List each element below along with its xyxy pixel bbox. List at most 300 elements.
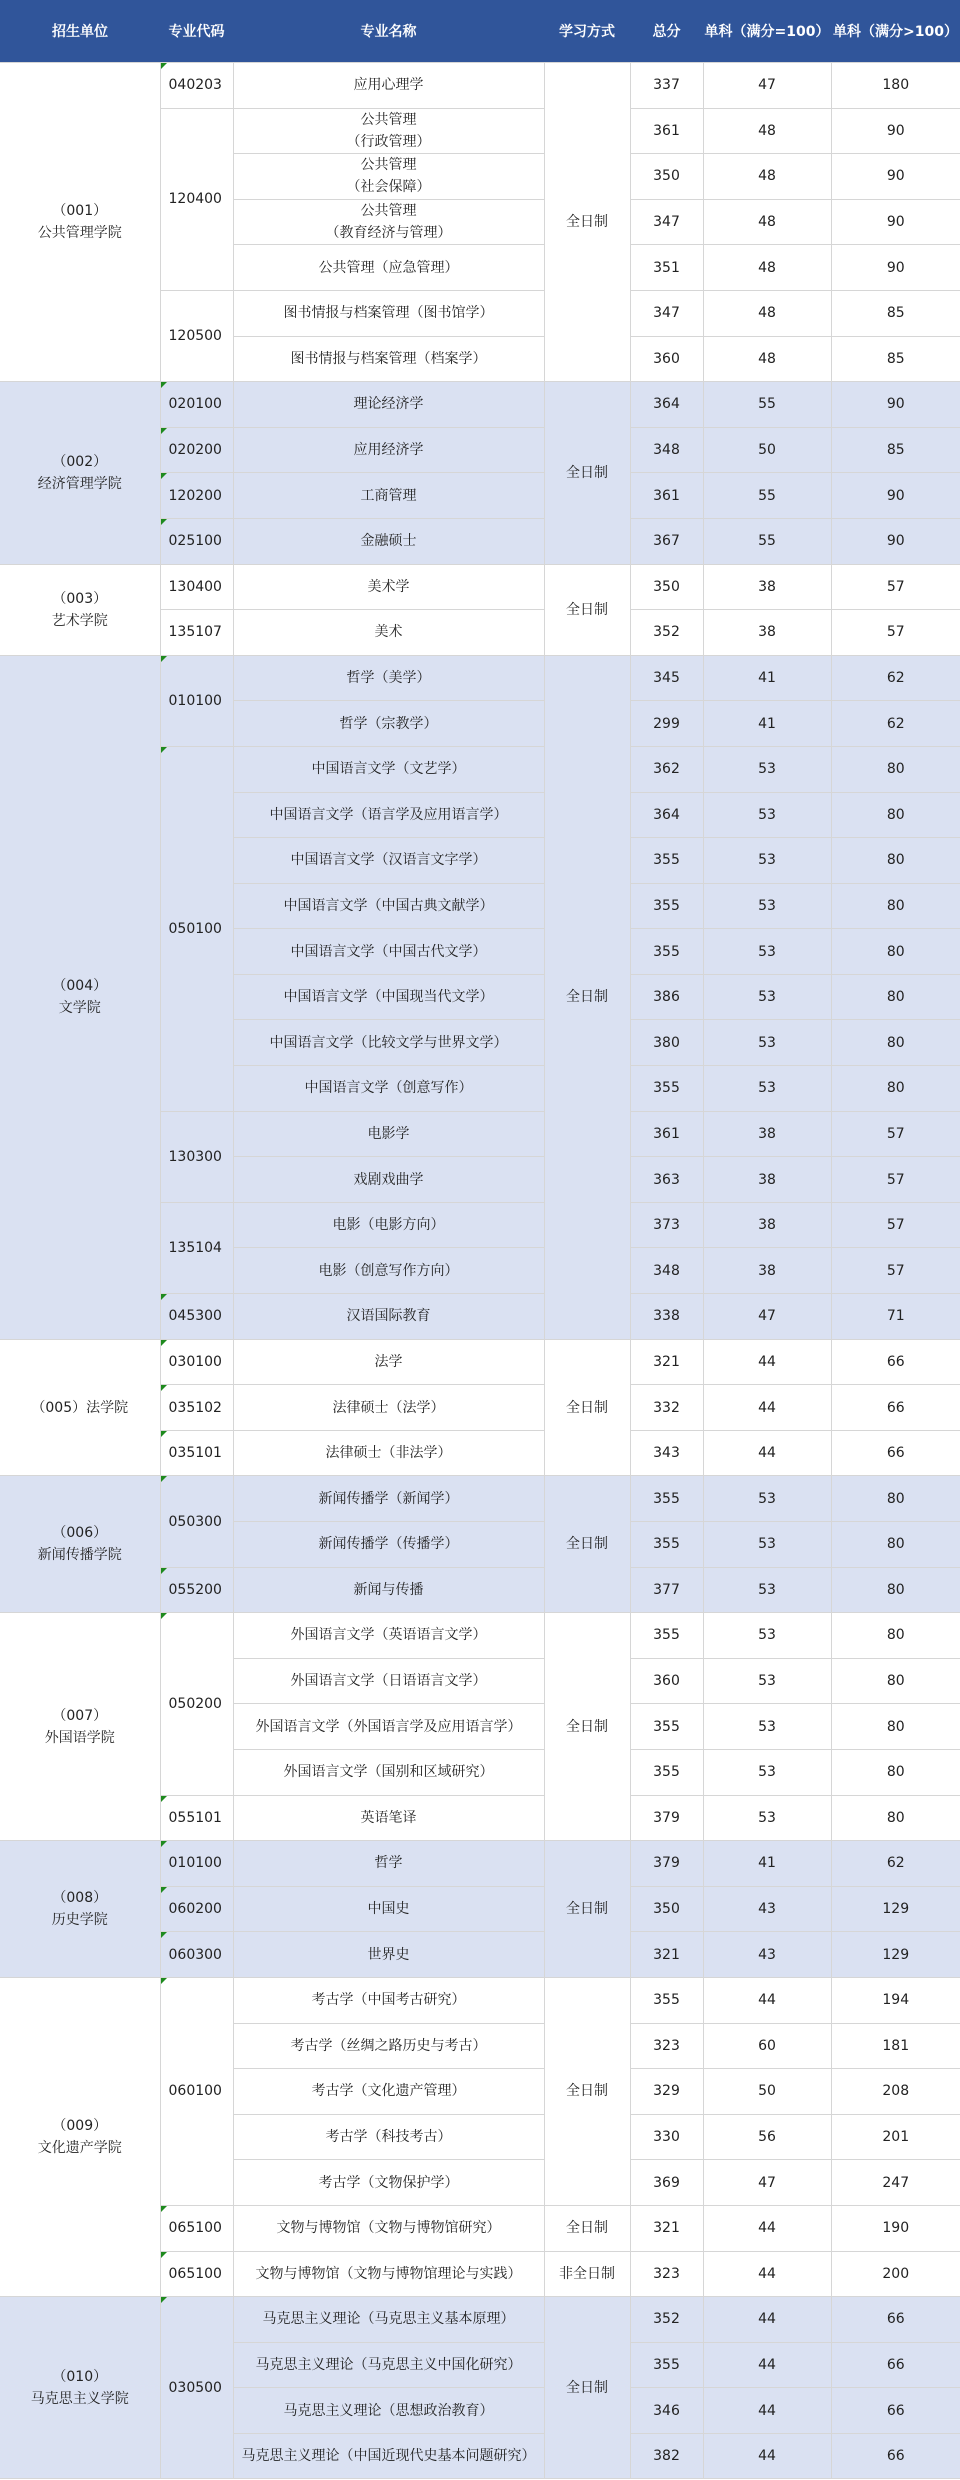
major-name: 马克思主义理论（中国近现代史基本问题研究） xyxy=(233,2433,544,2479)
code-text: 120200 xyxy=(168,487,222,504)
total-score: 379 xyxy=(630,1795,703,1841)
table-row xyxy=(0,1841,960,1887)
comment-marker-icon xyxy=(161,1841,167,1847)
code-cell xyxy=(160,1476,233,1567)
major-name-sub: （社会保障） xyxy=(346,179,431,196)
code-text: 130400 xyxy=(168,578,222,595)
total-score: 299 xyxy=(630,701,703,747)
single-100-score: 53 xyxy=(703,1567,831,1613)
total-score: 350 xyxy=(630,564,703,610)
code-cell xyxy=(160,1567,233,1613)
code-cell xyxy=(160,1841,233,1887)
code-cell xyxy=(160,1795,233,1841)
total-score: 355 xyxy=(630,1476,703,1522)
total-score: 355 xyxy=(630,838,703,884)
major-name-line: 公共管理 xyxy=(360,157,417,174)
total-score: 373 xyxy=(630,1202,703,1248)
single-over-100-score: 80 xyxy=(831,746,960,792)
single-over-100-score: 80 xyxy=(831,1704,960,1750)
table-row xyxy=(0,382,960,428)
total-score: 347 xyxy=(630,199,703,245)
major-name: 美术 xyxy=(233,610,544,656)
study-mode: 全日制 xyxy=(544,1841,630,1978)
unit-cell xyxy=(0,2297,160,2479)
single-over-100-score: 80 xyxy=(831,792,960,838)
single-100-score: 55 xyxy=(703,473,831,519)
single-over-100-score: 90 xyxy=(831,245,960,291)
single-100-score: 44 xyxy=(703,2388,831,2434)
single-100-score: 53 xyxy=(703,838,831,884)
single-100-score: 55 xyxy=(703,518,831,564)
single-over-100-score: 180 xyxy=(831,63,960,109)
comment-marker-icon xyxy=(161,1796,167,1802)
single-100-score: 43 xyxy=(703,1932,831,1978)
unit-number: （008） xyxy=(52,1890,108,1907)
total-score: 350 xyxy=(630,154,703,200)
single-over-100-score: 200 xyxy=(831,2251,960,2297)
table-row xyxy=(0,564,960,610)
table-header-row xyxy=(0,0,960,63)
code-text: 040203 xyxy=(168,77,222,94)
unit-cell xyxy=(0,1977,160,2296)
total-score: 355 xyxy=(630,883,703,929)
single-100-score: 53 xyxy=(703,1749,831,1795)
single-over-100-score: 66 xyxy=(831,2342,960,2388)
total-score: 351 xyxy=(630,245,703,291)
comment-marker-icon xyxy=(161,2206,167,2212)
major-name: 外国语言文学（日语语言文学） xyxy=(233,1658,544,1704)
single-100-score: 47 xyxy=(703,2160,831,2206)
single-100-score: 48 xyxy=(703,199,831,245)
total-score: 323 xyxy=(630,2251,703,2297)
single-100-score: 43 xyxy=(703,1886,831,1932)
total-score: 361 xyxy=(630,1111,703,1157)
total-score: 352 xyxy=(630,2297,703,2343)
study-mode: 全日制 xyxy=(544,2205,630,2251)
total-score: 364 xyxy=(630,792,703,838)
unit-name: 历史学院 xyxy=(51,1912,108,1929)
comment-marker-icon xyxy=(161,2252,167,2258)
single-100-score: 55 xyxy=(703,382,831,428)
single-over-100-score: 71 xyxy=(831,1294,960,1340)
single-100-score: 38 xyxy=(703,1248,831,1294)
study-mode: 全日制 xyxy=(544,2297,630,2479)
comment-marker-icon xyxy=(161,428,167,434)
single-100-score: 53 xyxy=(703,1795,831,1841)
table-row xyxy=(0,1977,960,2023)
major-name: 考古学（中国考古研究） xyxy=(233,1977,544,2023)
single-100-score: 53 xyxy=(703,883,831,929)
single-over-100-score: 62 xyxy=(831,1841,960,1887)
single-100-score: 53 xyxy=(703,1658,831,1704)
single-over-100-score: 66 xyxy=(831,2433,960,2479)
total-score: 355 xyxy=(630,1613,703,1659)
single-100-score: 48 xyxy=(703,108,831,154)
unit-name: 文学院 xyxy=(58,1000,101,1017)
major-name: 新闻与传播 xyxy=(233,1567,544,1613)
total-score: 348 xyxy=(630,427,703,473)
single-100-score: 48 xyxy=(703,154,831,200)
unit-cell xyxy=(0,1613,160,1841)
unit-number: （007） xyxy=(52,1707,108,1724)
total-score: 364 xyxy=(630,382,703,428)
major-name: 文物与博物馆（文物与博物馆理论与实践） xyxy=(233,2251,544,2297)
major-name: 中国语言文学（比较文学与世界文学） xyxy=(233,1020,544,1066)
total-score: 321 xyxy=(630,2205,703,2251)
comment-marker-icon xyxy=(161,747,167,753)
unit-cell xyxy=(0,382,160,564)
study-mode: 全日制 xyxy=(544,564,630,655)
single-100-score: 44 xyxy=(703,2297,831,2343)
major-name: 马克思主义理论（马克思主义基本原理） xyxy=(233,2297,544,2343)
header-mode: 学习方式 xyxy=(544,0,630,63)
code-text: 065100 xyxy=(168,2265,222,2282)
unit-name: 艺术学院 xyxy=(51,612,108,629)
total-score: 321 xyxy=(630,1339,703,1385)
single-over-100-score: 90 xyxy=(831,199,960,245)
major-name-line: 公共管理 xyxy=(360,111,417,128)
major-name: 外国语言文学（英语语言文学） xyxy=(233,1613,544,1659)
major-name: 法律硕士（法学） xyxy=(233,1385,544,1431)
single-100-score: 44 xyxy=(703,1339,831,1385)
single-100-score: 41 xyxy=(703,701,831,747)
single-over-100-score: 80 xyxy=(831,1795,960,1841)
table-row xyxy=(0,1339,960,1385)
code-cell xyxy=(160,1430,233,1476)
total-score: 338 xyxy=(630,1294,703,1340)
total-score: 343 xyxy=(630,1430,703,1476)
single-over-100-score: 80 xyxy=(831,883,960,929)
major-name-sub: （教育经济与管理） xyxy=(325,225,452,242)
total-score: 360 xyxy=(630,336,703,382)
single-over-100-score: 62 xyxy=(831,655,960,701)
comment-marker-icon xyxy=(161,519,167,525)
table-row xyxy=(0,1613,960,1659)
code-text: 120500 xyxy=(168,328,222,345)
major-name-sub: （行政管理） xyxy=(346,133,431,150)
single-over-100-score: 57 xyxy=(831,1157,960,1203)
single-over-100-score: 66 xyxy=(831,1385,960,1431)
major-name xyxy=(233,154,544,200)
total-score: 355 xyxy=(630,1066,703,1112)
total-score: 355 xyxy=(630,1522,703,1568)
single-100-score: 53 xyxy=(703,746,831,792)
header-single-100: 单科（满分=100） xyxy=(703,0,831,63)
single-over-100-score: 80 xyxy=(831,1658,960,1704)
total-score: 350 xyxy=(630,1886,703,1932)
single-100-score: 48 xyxy=(703,336,831,382)
code-text: 035102 xyxy=(168,1399,222,1416)
total-score: 321 xyxy=(630,1932,703,1978)
total-score: 355 xyxy=(630,1704,703,1750)
comment-marker-icon xyxy=(161,382,167,388)
code-cell xyxy=(160,1339,233,1385)
total-score: 355 xyxy=(630,2342,703,2388)
major-name: 哲学 xyxy=(233,1841,544,1887)
major-name: 理论经济学 xyxy=(233,382,544,428)
single-over-100-score: 181 xyxy=(831,2023,960,2069)
code-text: 065100 xyxy=(168,2220,222,2237)
unit-number: （003） xyxy=(52,590,108,607)
comment-marker-icon xyxy=(161,1294,167,1300)
single-over-100-score: 85 xyxy=(831,290,960,336)
single-over-100-score: 80 xyxy=(831,1020,960,1066)
unit-number: （006） xyxy=(52,1525,108,1542)
single-100-score: 53 xyxy=(703,929,831,975)
major-name: 新闻传播学（新闻学） xyxy=(233,1476,544,1522)
major-name: 电影（电影方向） xyxy=(233,1202,544,1248)
single-100-score: 47 xyxy=(703,63,831,109)
total-score: 355 xyxy=(630,1977,703,2023)
single-100-score: 53 xyxy=(703,792,831,838)
single-100-score: 38 xyxy=(703,1157,831,1203)
code-text: 130300 xyxy=(168,1148,222,1165)
code-cell xyxy=(160,746,233,1111)
code-cell xyxy=(160,63,233,109)
table-row xyxy=(0,655,960,701)
single-100-score: 48 xyxy=(703,245,831,291)
single-100-score: 60 xyxy=(703,2023,831,2069)
single-100-score: 50 xyxy=(703,2069,831,2115)
major-name: 电影学 xyxy=(233,1111,544,1157)
table-row xyxy=(0,63,960,109)
major-name: 工商管理 xyxy=(233,473,544,519)
single-100-score: 44 xyxy=(703,1430,831,1476)
single-over-100-score: 247 xyxy=(831,2160,960,2206)
total-score: 386 xyxy=(630,974,703,1020)
single-over-100-score: 85 xyxy=(831,427,960,473)
single-over-100-score: 57 xyxy=(831,1202,960,1248)
code-cell xyxy=(160,382,233,428)
single-over-100-score: 66 xyxy=(831,1339,960,1385)
major-name: 外国语言文学（外国语言学及应用语言学） xyxy=(233,1704,544,1750)
single-100-score: 38 xyxy=(703,1111,831,1157)
single-100-score: 38 xyxy=(703,610,831,656)
major-name: 美术学 xyxy=(233,564,544,610)
code-cell xyxy=(160,427,233,473)
total-score: 360 xyxy=(630,1658,703,1704)
total-score: 347 xyxy=(630,290,703,336)
comment-marker-icon xyxy=(161,656,167,662)
single-100-score: 44 xyxy=(703,1385,831,1431)
major-name: 中国语言文学（汉语言文字学） xyxy=(233,838,544,884)
code-text: 050100 xyxy=(168,920,222,937)
unit-cell xyxy=(0,655,160,1339)
code-text: 050200 xyxy=(168,1695,222,1712)
major-name: 图书情报与档案管理（图书馆学） xyxy=(233,290,544,336)
total-score: 332 xyxy=(630,1385,703,1431)
code-text: 030500 xyxy=(168,2379,222,2396)
single-over-100-score: 80 xyxy=(831,1522,960,1568)
single-100-score: 53 xyxy=(703,1020,831,1066)
single-100-score: 53 xyxy=(703,1522,831,1568)
comment-marker-icon xyxy=(161,1340,167,1346)
major-name: 中国语言文学（中国现当代文学） xyxy=(233,974,544,1020)
comment-marker-icon xyxy=(161,1476,167,1482)
single-over-100-score: 129 xyxy=(831,1932,960,1978)
code-cell xyxy=(160,518,233,564)
single-over-100-score: 57 xyxy=(831,610,960,656)
total-score: 355 xyxy=(630,1749,703,1795)
total-score: 363 xyxy=(630,1157,703,1203)
single-over-100-score: 208 xyxy=(831,2069,960,2115)
code-cell xyxy=(160,1977,233,2205)
major-name: 哲学（宗教学） xyxy=(233,701,544,747)
code-text: 010100 xyxy=(168,692,222,709)
code-text: 060100 xyxy=(168,2083,222,2100)
single-over-100-score: 90 xyxy=(831,154,960,200)
single-100-score: 44 xyxy=(703,1977,831,2023)
code-cell xyxy=(160,1613,233,1795)
unit-name: 外国语学院 xyxy=(44,1729,115,1746)
code-text: 135107 xyxy=(168,624,222,641)
study-mode: 非全日制 xyxy=(544,2251,630,2297)
unit-name: 文化遗产学院 xyxy=(37,2140,122,2157)
code-cell xyxy=(160,1886,233,1932)
single-over-100-score: 80 xyxy=(831,974,960,1020)
code-text: 060300 xyxy=(168,1946,222,1963)
single-100-score: 38 xyxy=(703,1202,831,1248)
single-100-score: 53 xyxy=(703,1066,831,1112)
single-100-score: 44 xyxy=(703,2205,831,2251)
major-name: 中国语言文学（中国古代文学） xyxy=(233,929,544,975)
code-cell xyxy=(160,108,233,290)
major-name: 应用经济学 xyxy=(233,427,544,473)
single-over-100-score: 190 xyxy=(831,2205,960,2251)
header-code: 专业代码 xyxy=(160,0,233,63)
comment-marker-icon xyxy=(161,2297,167,2303)
single-over-100-score: 85 xyxy=(831,336,960,382)
single-over-100-score: 90 xyxy=(831,108,960,154)
major-name: 中国语言文学（创意写作） xyxy=(233,1066,544,1112)
single-over-100-score: 80 xyxy=(831,1476,960,1522)
comment-marker-icon xyxy=(161,1385,167,1391)
major-name: 中国语言文学（文艺学） xyxy=(233,746,544,792)
unit-name: 公共管理学院 xyxy=(37,225,122,242)
total-score: 362 xyxy=(630,746,703,792)
single-over-100-score: 80 xyxy=(831,1567,960,1613)
single-over-100-score: 201 xyxy=(831,2114,960,2160)
code-text: 020100 xyxy=(168,396,222,413)
total-score: 369 xyxy=(630,2160,703,2206)
single-100-score: 44 xyxy=(703,2342,831,2388)
major-name: 法学 xyxy=(233,1339,544,1385)
code-text: 120400 xyxy=(168,191,222,208)
single-100-score: 38 xyxy=(703,564,831,610)
study-mode: 全日制 xyxy=(544,1977,630,2205)
code-text: 060200 xyxy=(168,1901,222,1918)
total-score: 382 xyxy=(630,2433,703,2479)
total-score: 346 xyxy=(630,2388,703,2434)
single-over-100-score: 66 xyxy=(831,2388,960,2434)
header-total: 总分 xyxy=(630,0,703,63)
code-text: 135104 xyxy=(168,1239,222,1256)
header-name: 专业名称 xyxy=(233,0,544,63)
major-name: 文物与博物馆（文物与博物馆研究） xyxy=(233,2205,544,2251)
unit-name: 马克思主义学院 xyxy=(30,2390,129,2407)
single-100-score: 53 xyxy=(703,974,831,1020)
code-text: 025100 xyxy=(168,533,222,550)
total-score: 367 xyxy=(630,518,703,564)
unit-cell xyxy=(0,1476,160,1613)
single-over-100-score: 57 xyxy=(831,1248,960,1294)
total-score: 377 xyxy=(630,1567,703,1613)
code-cell xyxy=(160,564,233,610)
code-cell xyxy=(160,2297,233,2479)
single-over-100-score: 80 xyxy=(831,1749,960,1795)
unit-name: 经济管理学院 xyxy=(37,475,122,492)
major-name: 应用心理学 xyxy=(233,63,544,109)
code-cell xyxy=(160,1202,233,1293)
comment-marker-icon xyxy=(161,1978,167,1984)
single-100-score: 53 xyxy=(703,1613,831,1659)
unit-cell: （005）法学院 xyxy=(0,1339,160,1476)
total-score: 345 xyxy=(630,655,703,701)
unit-number: （009） xyxy=(52,2118,108,2135)
table-row xyxy=(0,1476,960,1522)
comment-marker-icon xyxy=(161,1613,167,1619)
study-mode: 全日制 xyxy=(544,1613,630,1841)
unit-number: （001） xyxy=(52,203,108,220)
code-cell xyxy=(160,290,233,381)
total-score: 361 xyxy=(630,108,703,154)
unit-cell xyxy=(0,564,160,655)
comment-marker-icon xyxy=(161,1932,167,1938)
single-over-100-score: 80 xyxy=(831,1066,960,1112)
code-text: 045300 xyxy=(168,1308,222,1325)
single-100-score: 41 xyxy=(703,1841,831,1887)
header-unit: 招生单位 xyxy=(0,0,160,63)
single-100-score: 53 xyxy=(703,1476,831,1522)
unit-number: （002） xyxy=(52,453,108,470)
comment-marker-icon xyxy=(161,63,167,69)
major-name: 公共管理（应急管理） xyxy=(233,245,544,291)
major-name: 中国史 xyxy=(233,1886,544,1932)
total-score: 337 xyxy=(630,63,703,109)
study-mode: 全日制 xyxy=(544,1476,630,1613)
single-over-100-score: 194 xyxy=(831,1977,960,2023)
single-over-100-score: 90 xyxy=(831,518,960,564)
single-over-100-score: 90 xyxy=(831,473,960,519)
single-100-score: 48 xyxy=(703,290,831,336)
single-over-100-score: 66 xyxy=(831,2297,960,2343)
single-over-100-score: 90 xyxy=(831,382,960,428)
code-text: 055101 xyxy=(168,1809,222,1826)
single-over-100-score: 66 xyxy=(831,1430,960,1476)
major-name: 汉语国际教育 xyxy=(233,1294,544,1340)
study-mode: 全日制 xyxy=(544,1339,630,1476)
major-name-line: 公共管理 xyxy=(360,203,417,220)
comment-marker-icon xyxy=(161,1887,167,1893)
study-mode: 全日制 xyxy=(544,655,630,1339)
study-mode: 全日制 xyxy=(544,63,630,382)
single-over-100-score: 80 xyxy=(831,1613,960,1659)
major-name: 金融硕士 xyxy=(233,518,544,564)
code-cell xyxy=(160,1294,233,1340)
total-score: 352 xyxy=(630,610,703,656)
major-name: 哲学（美学） xyxy=(233,655,544,701)
comment-marker-icon xyxy=(161,1431,167,1437)
code-cell xyxy=(160,1111,233,1202)
major-name: 中国语言文学（中国古典文献学） xyxy=(233,883,544,929)
major-name: 考古学（文化遗产管理） xyxy=(233,2069,544,2115)
major-name: 考古学（丝绸之路历史与考古） xyxy=(233,2023,544,2069)
major-name: 外国语言文学（国别和区域研究） xyxy=(233,1749,544,1795)
major-name: 马克思主义理论（思想政治教育） xyxy=(233,2388,544,2434)
unit-number: （004） xyxy=(52,978,108,995)
single-100-score: 47 xyxy=(703,1294,831,1340)
study-mode: 全日制 xyxy=(544,382,630,564)
